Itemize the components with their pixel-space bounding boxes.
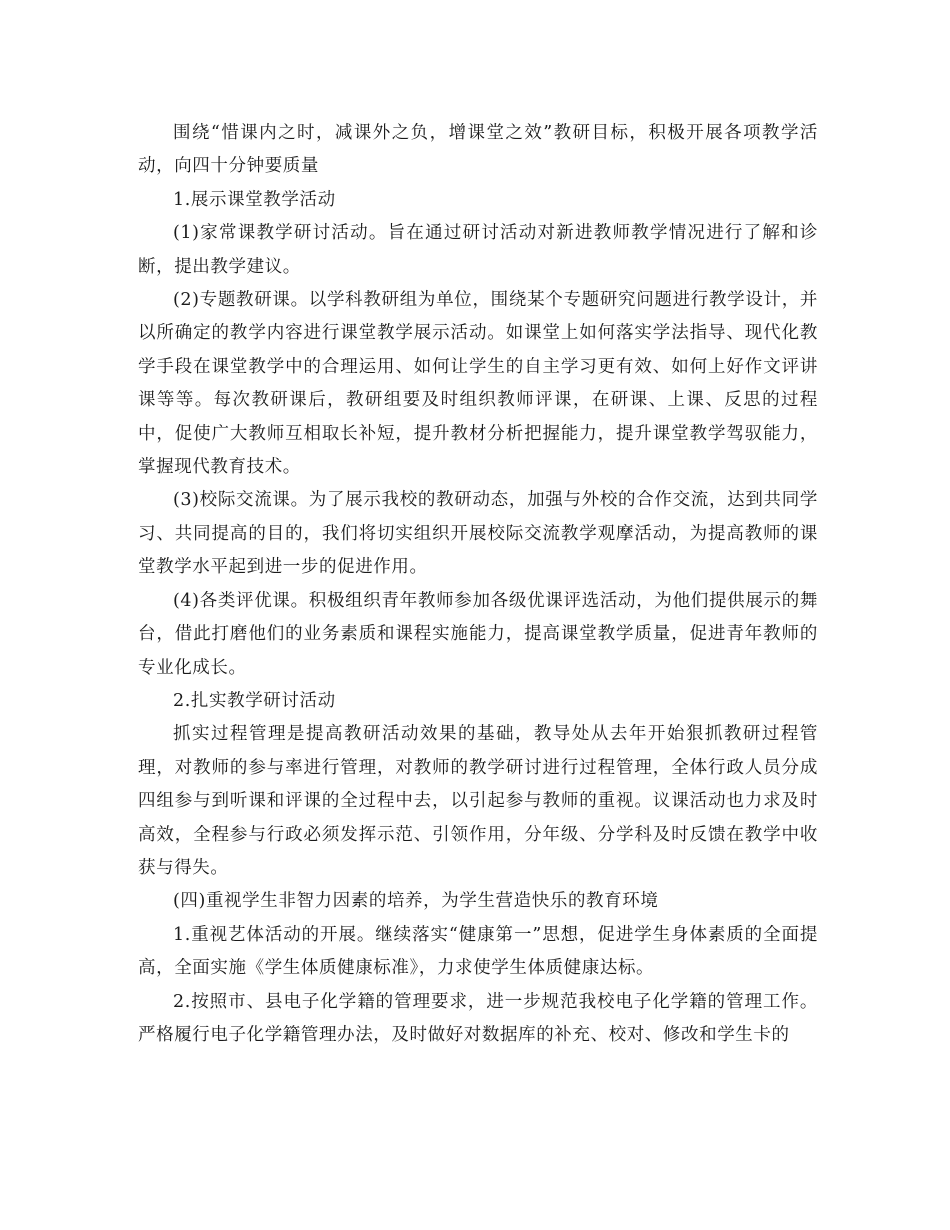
- paragraph-intro: 围绕“惜课内之时，减课外之负，增课堂之效”教研目标，积极开展各项教学活动，向四十分钟要质量: [138, 123, 818, 177]
- paragraph-arts-sports: 1.重视艺体活动的开展。继续落实“健康第一”思想，促进学生身体素质的全面提高，全面实施《学生体质健康标准》，力求使学生体质健康达标。: [138, 924, 818, 979]
- heading-1-classroom-activities: 1.展示课堂教学活动: [173, 189, 336, 210]
- paragraph-item-1: (1)家常课教学研讨活动。旨在通过研讨活动对新进教师教学情况进行了解和诊断，提出教学建议。: [138, 223, 818, 277]
- paragraph-item-4: (4)各类评优课。积极组织青年教师参加各级优课评选活动，为他们提供展示的舞台，借此打磨他们的业务素质和课程实施能力，提高课堂教学质量，促进青年教师的专业化成长。: [138, 590, 818, 678]
- document-body: [138, 117, 818, 1052]
- heading-section-4: (四)重视学生非智力因素的培养，为学生营造快乐的教育环境: [173, 891, 659, 912]
- paragraph-item-2: (2)专题教研课。以学科教研组为单位，围绕某个专题研究问题进行教学设计，并以所确定的教学内容进行课堂教学展示活动。如课堂上如何落实学法指导、现代化教学手段在课堂教学中的合理运用、如何让学生的自主学习更有效、如何上好作文评讲课等等。每次教研课后，教研组要及时组织教师评课，在研课、上课、反思的过程中，促使广大教师互相取长补短，提升教材分析把握能力，提升课堂教学驾驭能力，掌握现代教育技术。: [138, 290, 818, 478]
- paragraph-item-3: (3)校际交流课。为了展示我校的教研动态，加强与外校的合作交流，达到共同学习、共同提高的目的，我们将切实组织开展校际交流教学观摩活动，为提高教师的课堂教学水平起到进一步的促进作用。: [138, 490, 818, 578]
- heading-2-research-activities: 2.扎实教学研讨活动: [173, 690, 336, 711]
- paragraph-process-management: 抓实过程管理是提高教研活动效果的基础，教导处从去年开始狠抓教研过程管理，对教师的参与率进行管理，对教师的教学研讨进行过程管理，全体行政人员分成四组参与到听课和评课的全过程中去，以引起参与教师的重视。议课活动也力求及时高效，全程参与行政必须发挥示范、引领作用，分年级、分学科及时反馈在教学中收获与得失。: [138, 724, 818, 878]
- paragraph-student-records: 2.按照市、县电子化学籍的管理要求，进一步规范我校电子化学籍的管理工作。严格履行电子化学籍管理办法，及时做好对数据库的补充、校对、修改和学生卡的: [138, 991, 818, 1045]
